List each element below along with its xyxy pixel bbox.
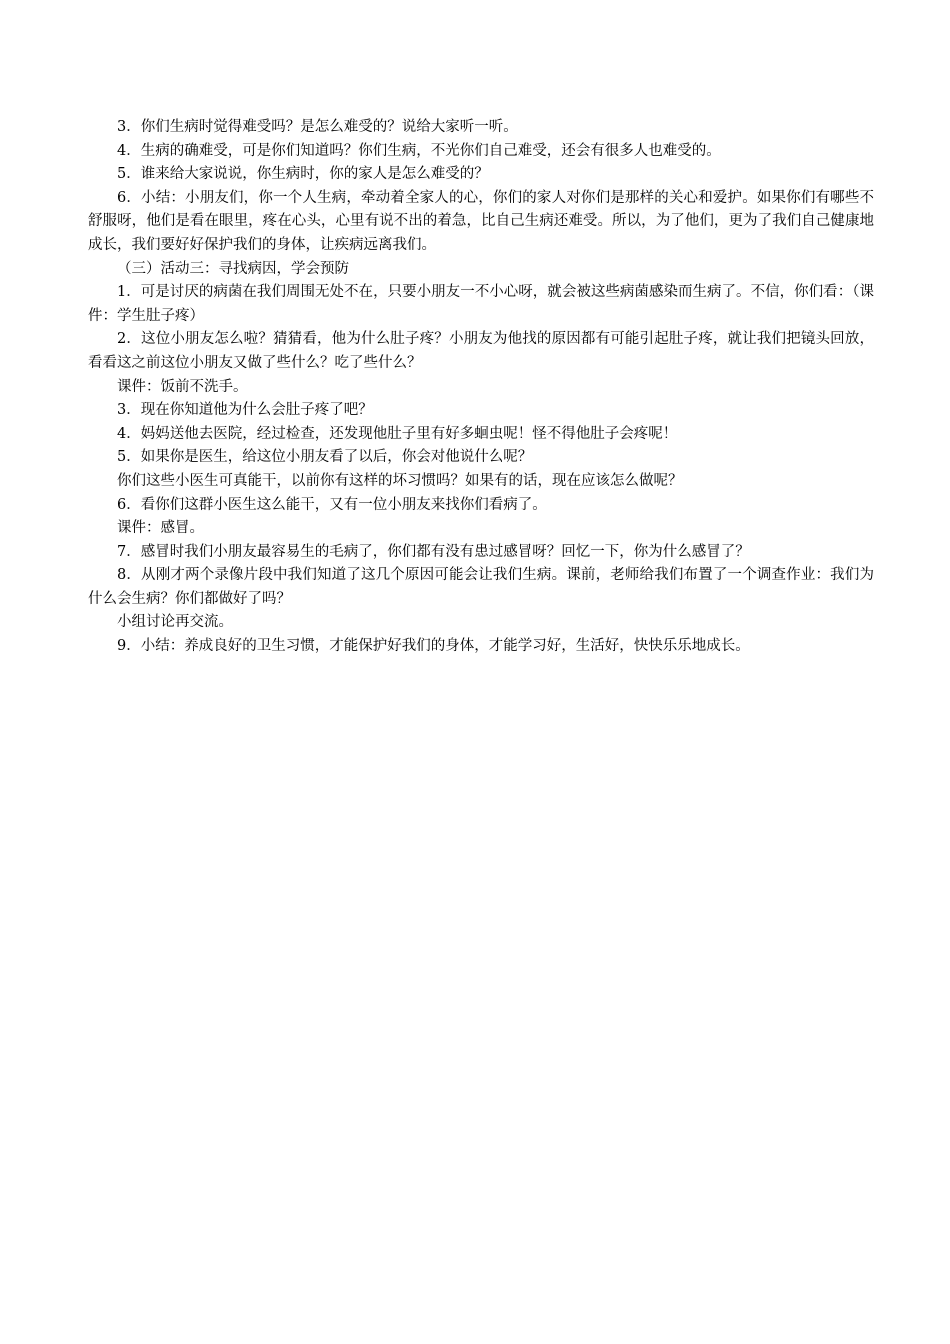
paragraph-group-discussion: 小组讨论再交流。 <box>117 614 233 631</box>
paragraph-activity-item-5: 5．如果你是医生，给这位小朋友看了以后，你会对他说什么呢？ <box>117 449 533 466</box>
paragraph-activity-item-2: 2．这位小朋友怎么啦？猜猜看，他为什么肚子疼？小朋友为他找的原因都有可能引起肚子疼，就让我们把镜头回放，看看这之前这位小朋友又做了些什么？吃了些什么？ <box>88 331 874 371</box>
paragraph-activity-item-6: 6．看你们这群小医生这么能干，又有一位小朋友来找你们看病了。 <box>117 496 547 513</box>
paragraph-summary-6: 6．小结：小朋友们，你一个人生病，牵动着全家人的心，你们的家人对你们是那样的关心和爱护。如果你们有哪些不舒服呀，他们是看在眼里，疼在心头，心里有说不出的着急，比自己生病还难受。所以，为了他们，更为了我们自己健康地成长，我们要好好保护我们的身体，让疾病远离我们。 <box>88 189 874 253</box>
paragraph-activity-item-3: 3．现在你知道他为什么会肚子疼了吧？ <box>117 402 373 419</box>
paragraph-activity-item-7: 7．感冒时我们小朋友最容易生的毛病了，你们都有没有患过感冒呀？回忆一下，你为什么感冒了？ <box>117 543 750 560</box>
paragraph-summary-9: 9．小结：养成良好的卫生习惯，才能保护好我们的身体，才能学习好，生活好，快快乐乐地成长。 <box>117 638 750 655</box>
section-heading-activity-3: （三）活动三：寻找病因，学会预防 <box>117 260 349 277</box>
paragraph-question-4: 4．生病的确难受，可是你们知道吗？你们生病，不光你们自己难受，还会有很多人也难受的。 <box>117 142 721 159</box>
paragraph-activity-item-1: 1．可是讨厌的病菌在我们周围无处不在，只要小朋友一不小心呀，就会被这些病菌感染而生病了。不信，你们看：（课件：学生肚子疼） <box>88 284 874 324</box>
paragraph-activity-item-4: 4．妈妈送他去医院，经过检查，还发现他肚子里有好多蛔虫呢！怪不得他肚子会疼呢！ <box>117 425 678 442</box>
document-body <box>88 116 874 659</box>
paragraph-activity-item-8: 8．从刚才两个录像片段中我们知道了这几个原因可能会让我们生病。课前，老师给我们布置了一个调查作业：我们为什么会生病？你们都做好了吗？ <box>88 567 874 607</box>
paragraph-courseware-note-2: 课件：感冒。 <box>117 520 204 537</box>
paragraph-courseware-note-1: 课件：饭前不洗手。 <box>117 378 248 395</box>
paragraph-question-3: 3．你们生病时觉得难受吗？是怎么难受的？说给大家听一听。 <box>117 119 518 135</box>
paragraph-doctor-question: 你们这些小医生可真能干，以前你有这样的坏习惯吗？如果有的话，现在应该怎么做呢？ <box>117 472 683 489</box>
paragraph-question-5: 5．谁来给大家说说，你生病时，你的家人是怎么难受的？ <box>117 166 489 183</box>
